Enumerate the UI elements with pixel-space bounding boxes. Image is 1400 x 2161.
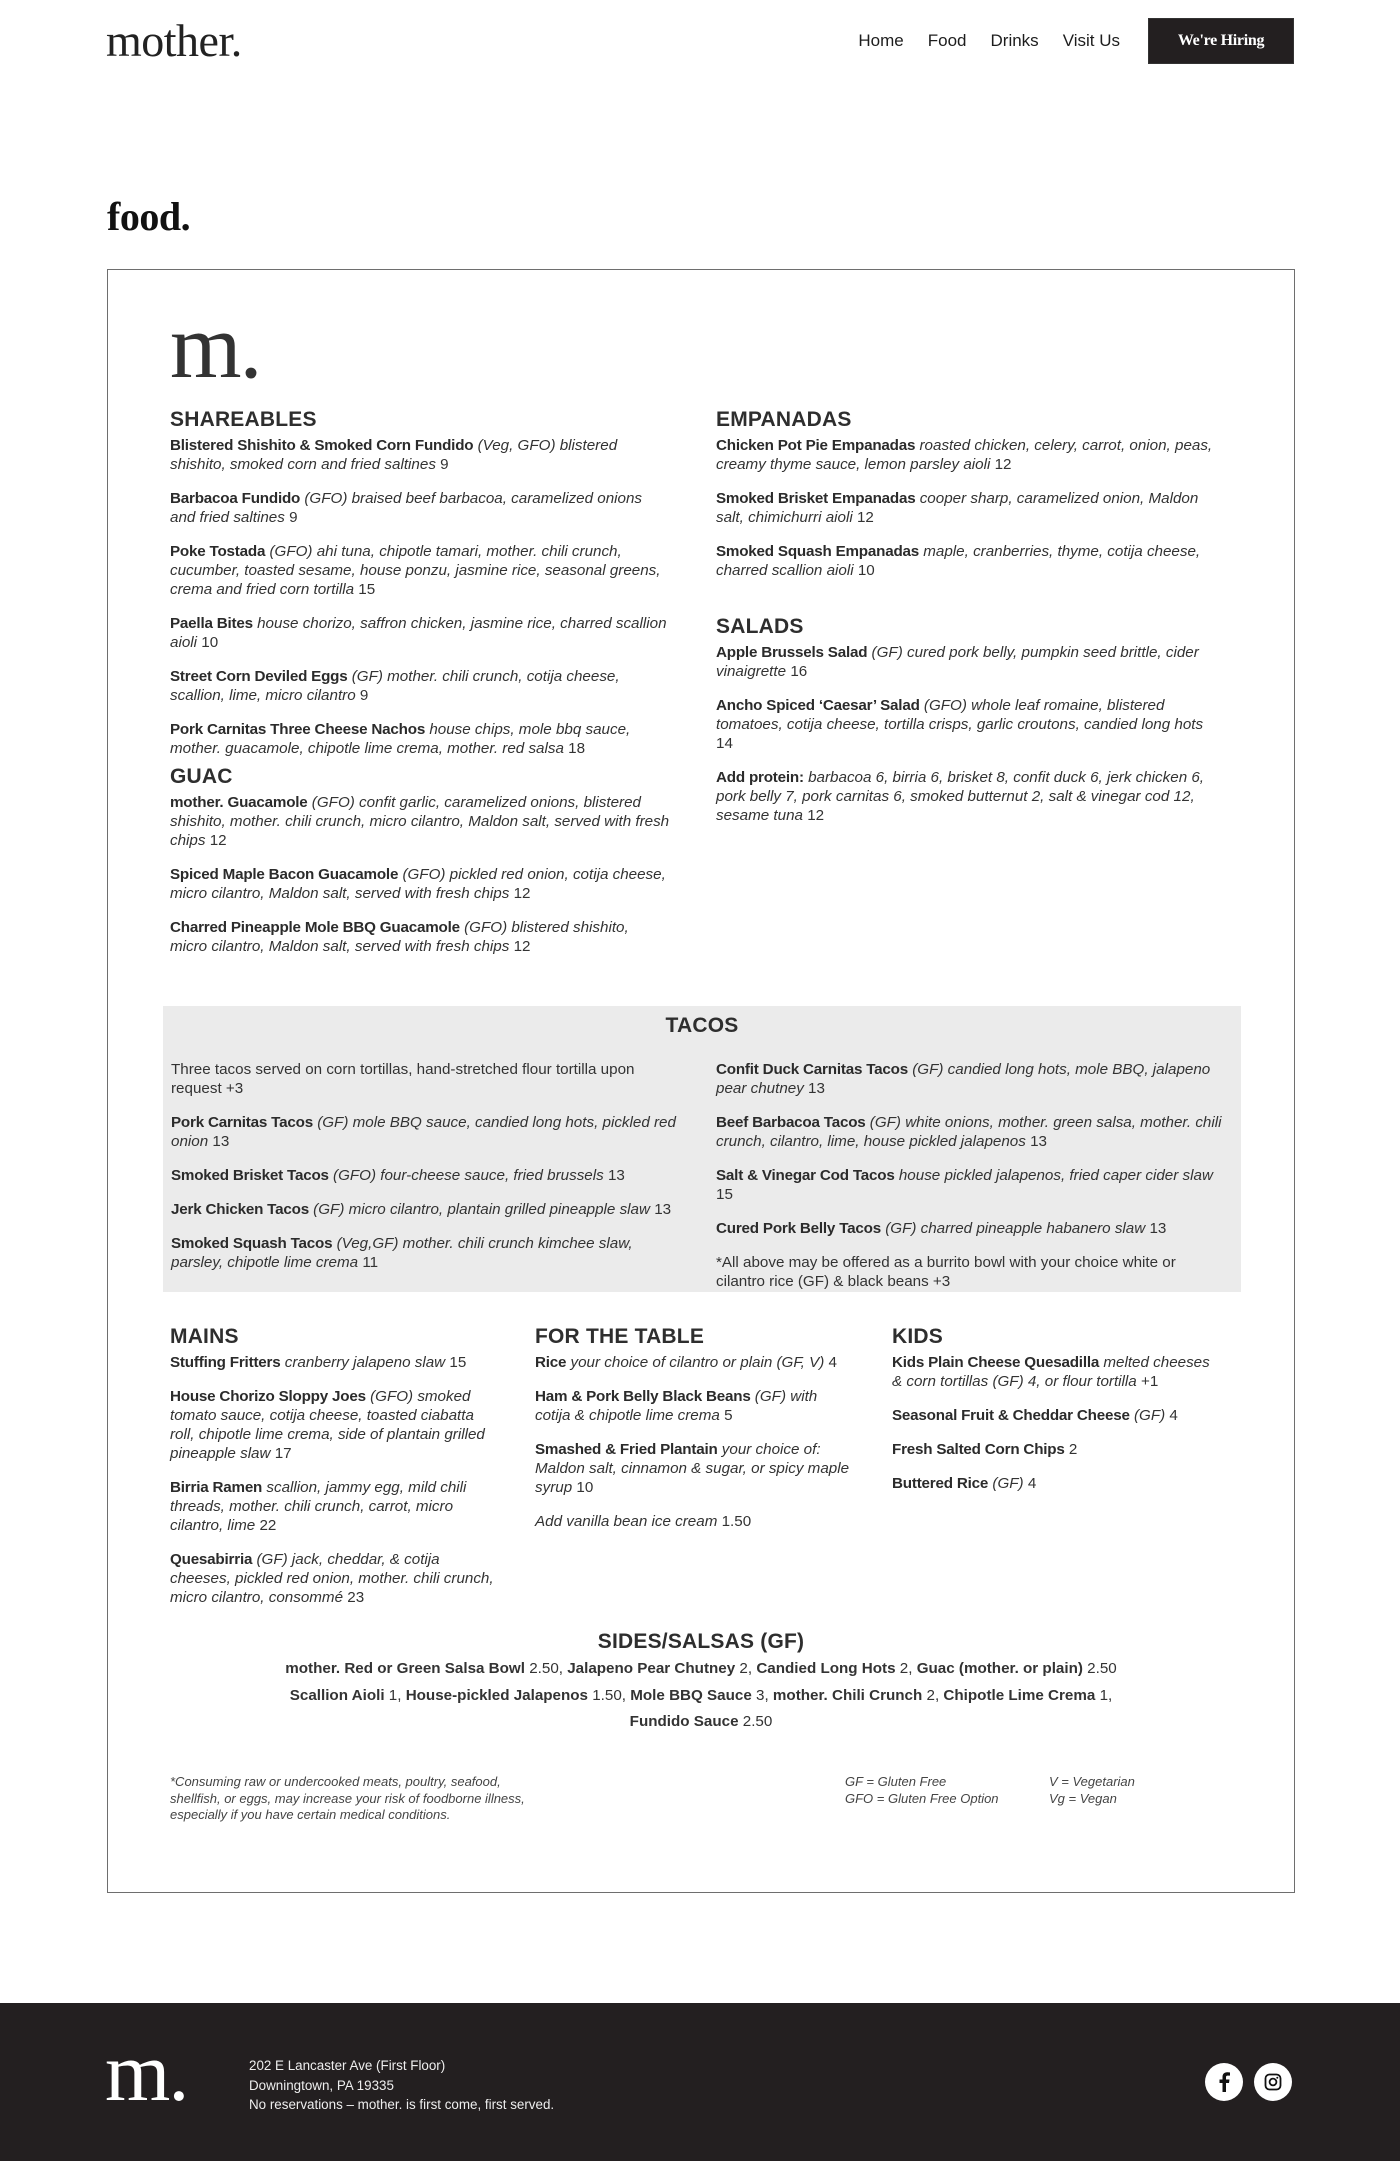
menu-item — [170, 865, 670, 903]
item-description: cooper sharp, caramelized onion, Maldon salt, chimichurri aioli — [716, 490, 1199, 526]
legend-gfo: GFO = Gluten Free Option — [845, 1790, 999, 1806]
item-description: (GF) mother. chili crunch, cotija cheese, scallion, lime, micro cilantro — [170, 668, 620, 704]
item-description: house chips, mole bbq sauce, mother. guacamole, chipotle lime crema, mother. red salsa — [170, 721, 631, 757]
menu-item — [171, 1234, 681, 1272]
item-price: 9 — [440, 456, 449, 473]
item-description: (GF) cured pork belly, pumpkin seed brittle, cider vinaigrette — [716, 644, 1199, 680]
menu-item — [170, 1478, 500, 1535]
side-name: House-pickled Jalapenos — [405, 1686, 588, 1704]
menu-item — [170, 1387, 500, 1463]
menu-item — [892, 1474, 1212, 1493]
menu-item — [535, 1353, 855, 1372]
side-price: 1.50 — [592, 1686, 622, 1704]
item-description: (GF) — [1133, 1407, 1166, 1424]
menu-item — [170, 918, 670, 956]
item-name: Smoked Squash Tacos — [171, 1235, 333, 1252]
item-description: Add vanilla bean ice cream — [535, 1513, 718, 1530]
menu-item — [716, 1166, 1226, 1204]
item-name: Apple Brussels Salad — [716, 644, 868, 661]
item-price: 15 — [716, 1186, 733, 1203]
item-description: house chorizo, saffron chicken, jasmine rice, charred scallion aioli — [170, 615, 667, 651]
section-title: EMPANADAS — [716, 408, 852, 431]
item-name: Salt & Vinegar Cod Tacos — [716, 1167, 895, 1184]
item-name: Ancho Spiced ‘Caesar’ Salad — [716, 697, 920, 714]
item-description: barbacoa 6, birria 6, brisket 8, confit duck 6, jerk chicken 6, pork belly 7, pork carnitas 6, smoked butternut 2, salt & vinegar cod 12, sesame tuna — [716, 769, 1205, 824]
section-salads — [716, 615, 1216, 825]
item-name: Paella Bites — [170, 615, 253, 632]
food-safety-disclaimer: *Consuming raw or undercooked meats, poultry, seafood, shellfish, or eggs, may increase your risk of foodborne illness, especially if you have certain medical conditions. — [170, 1774, 525, 1822]
item-description: (GF) — [992, 1475, 1024, 1492]
item-price: 12 — [209, 832, 227, 849]
item-name: mother. Guacamole — [170, 794, 308, 811]
item-price: 12 — [807, 807, 825, 824]
section-title: TACOS — [665, 1014, 739, 1037]
item-name: Spiced Maple Bacon Guacamole — [170, 866, 399, 883]
item-name: Kids Plain Cheese Quesadilla — [892, 1354, 1100, 1371]
item-name: Fresh Salted Corn Chips — [892, 1441, 1065, 1458]
side-price: 2 — [739, 1660, 748, 1677]
legend-diet — [1049, 1774, 1135, 1807]
item-price: 22 — [259, 1517, 277, 1534]
item-name: Smoked Squash Empanadas — [716, 543, 920, 560]
section-title: SIDES/SALSAS (GF) — [597, 1630, 805, 1653]
item-description: (Veg, GFO) blistered shishito, smoked corn and fried saltines — [170, 437, 618, 473]
side-price: 2.50 — [742, 1713, 773, 1730]
tacos-right-column — [716, 1060, 1226, 1306]
item-description: (GFO) pickled red onion, cotija cheese, micro cilantro, Maldon salt, served with fresh chips — [170, 866, 666, 902]
tacos-right-items — [716, 1060, 1226, 1238]
address-line-1: 202 E Lancaster Ave (First Floor) — [249, 2058, 446, 2073]
item-description: cranberry jalapeno slaw — [284, 1354, 446, 1371]
side-price: 1 — [1099, 1686, 1109, 1704]
item-description: maple, cranberries, thyme, cotija cheese, charred scallion aioli — [716, 543, 1201, 579]
section-sides — [108, 1630, 1294, 1736]
item-price: 5 — [724, 1407, 733, 1424]
menu-item — [892, 1406, 1212, 1425]
section-mains — [170, 1325, 500, 1622]
facebook-icon — [1217, 2072, 1231, 2092]
item-name: Birria Ramen — [170, 1479, 263, 1496]
tacos-note: *All above may be offered as a burrito bowl with your choice white or cilantro rice (GF) & black beans +3 — [716, 1254, 1176, 1290]
item-name: Blistered Shishito & Smoked Corn Fundido — [170, 437, 474, 454]
nav-food[interactable]: Food — [927, 31, 967, 50]
item-description: roasted chicken, celery, carrot, onion, peas, creamy thyme sauce, lemon parsley aioli — [716, 437, 1213, 473]
facebook-link[interactable] — [1205, 2063, 1243, 2101]
menu-item — [171, 1200, 681, 1219]
menu-item — [892, 1353, 1212, 1391]
nav-home[interactable]: Home — [858, 31, 904, 50]
nav-visit-us[interactable]: Visit Us — [1062, 31, 1120, 50]
side-name: mother. Chili Crunch — [772, 1686, 923, 1704]
side-name: Fundido Sauce — [629, 1713, 739, 1730]
menu-item — [892, 1440, 1212, 1459]
item-description: (GFO) four-cheese sauce, fried brussels — [333, 1167, 604, 1184]
item-description: (GF) jack, cheddar, & cotija cheeses, pickled red onion, mother. chili crunch, micro cilantro, consommé — [170, 1551, 494, 1606]
item-description: (GF) charred pineapple habanero slaw — [885, 1220, 1146, 1237]
item-name: Beef Barbacoa Tacos — [716, 1114, 866, 1131]
site-header — [0, 0, 1400, 84]
side-name: Chipotle Lime Crema — [943, 1686, 1096, 1704]
item-price: 12 — [994, 456, 1012, 473]
menu-item — [716, 1113, 1226, 1151]
tacos-left-column — [171, 1060, 681, 1287]
item-description: scallion, jammy egg, mild chili threads, mother. chili crunch, carrot, micro cilantro, lime — [170, 1479, 467, 1534]
right-column — [716, 408, 1216, 840]
item-description: (GFO) confit garlic, caramelized onions, blistered shishito, mother. chili crunch, micro cilantro, Maldon salt, served with fresh chips — [170, 794, 670, 849]
menu-item — [535, 1440, 855, 1497]
item-description: (GF) micro cilantro, plantain grilled pineapple slaw — [313, 1201, 650, 1218]
item-description: house pickled jalapenos, fried caper cider slaw — [898, 1167, 1213, 1184]
item-price: 18 — [568, 740, 586, 757]
legend-gf: GF = Gluten Free — [845, 1774, 947, 1789]
menu-item — [170, 1353, 500, 1372]
item-price: 12 — [513, 938, 531, 955]
side-price: 1 — [388, 1686, 398, 1704]
item-price: 10 — [201, 634, 219, 651]
side-price: 2.50 — [1087, 1660, 1117, 1677]
were-hiring-button[interactable]: We're Hiring — [1148, 18, 1294, 64]
section-empanadas — [716, 408, 1216, 580]
menu-item — [170, 720, 670, 758]
item-description: (GFO) smoked tomato sauce, cotija cheese, toasted ciabatta roll, chipotle lime crema, side of plantain grilled pineapple slaw — [170, 1388, 485, 1462]
menu-item — [171, 1166, 681, 1185]
side-name: Scallion Aioli — [289, 1686, 385, 1704]
item-name: Smoked Brisket Tacos — [171, 1167, 329, 1184]
legend-gluten — [845, 1774, 999, 1807]
item-name: Pork Carnitas Three Cheese Nachos — [170, 721, 426, 738]
item-price: 17 — [274, 1445, 292, 1462]
menu-item — [170, 1550, 500, 1607]
side-name: Candied Long Hots — [756, 1660, 896, 1677]
site-footer — [0, 2003, 1400, 2161]
section-title: MAINS — [170, 1325, 239, 1348]
item-description: (GFO) braised beef barbacoa, caramelized onions and fried saltines — [170, 490, 643, 526]
side-price: 2 — [899, 1660, 909, 1677]
site-logo[interactable]: mother. — [106, 15, 242, 66]
item-price: 10 — [857, 562, 875, 579]
section-shareables — [170, 408, 670, 758]
nav-drinks[interactable]: Drinks — [990, 31, 1039, 50]
section-kids — [892, 1325, 1212, 1508]
item-price: 4 — [828, 1354, 837, 1371]
side-name: Jalapeno Pear Chutney — [567, 1660, 736, 1677]
tacos-intro: Three tacos served on corn tortillas, hand-stretched flour tortilla upon request +3 — [171, 1061, 635, 1097]
item-name: Cured Pork Belly Tacos — [716, 1220, 881, 1237]
item-description: (GF) candied long hots, mole BBQ, jalapeno pear chutney — [716, 1061, 1211, 1097]
section-title: SHAREABLES — [170, 408, 317, 431]
section-tacos — [163, 1006, 1241, 1292]
side-name: Guac (mother. or plain) — [916, 1660, 1083, 1677]
item-price: 13 — [607, 1167, 625, 1184]
item-description: (GFO) blistered shishito, micro cilantro, Maldon salt, served with fresh chips — [170, 919, 629, 955]
main-nav — [858, 18, 1294, 64]
item-name: Seasonal Fruit & Cheddar Cheese — [892, 1407, 1130, 1424]
item-price: 12 — [513, 885, 531, 902]
item-price: 15 — [449, 1354, 467, 1371]
menu-item — [170, 667, 670, 705]
item-description: (Veg,GF) mother. chili crunch kimchee slaw, parsley, chipotle lime crema — [171, 1235, 633, 1271]
footer-address — [249, 2056, 554, 2115]
menu-card — [107, 269, 1295, 1893]
item-name: Rice — [535, 1354, 567, 1371]
menu-item — [171, 1113, 681, 1151]
item-name: House Chorizo Sloppy Joes — [170, 1388, 366, 1405]
item-name: Smoked Brisket Empanadas — [716, 490, 916, 507]
address-line-2: Downingtown, PA 19335 — [249, 2077, 394, 2093]
side-name: mother. Red or Green Salsa Bowl — [285, 1660, 525, 1677]
item-price: 13 — [1149, 1220, 1167, 1237]
item-name: Charred Pineapple Mole BBQ Guacamole — [170, 919, 460, 936]
item-price: 12 — [856, 509, 874, 526]
item-price: 10 — [576, 1479, 594, 1496]
item-description: melted cheeses & corn tortillas (GF) 4, or flour tortilla — [892, 1354, 1210, 1390]
item-price: 13 — [654, 1201, 672, 1218]
section-title: GUAC — [170, 765, 233, 788]
item-price: 13 — [212, 1133, 230, 1150]
item-price: 15 — [358, 581, 376, 598]
menu-item — [170, 793, 670, 850]
menu-item — [170, 542, 670, 599]
menu-item — [716, 768, 1216, 825]
sides-line: mother. Red or Green Salsa Bowl 2.50, Jalapeno Pear Chutney 2, Candied Long Hots 2, Guac (mother. or plain) 2.50 — [285, 1660, 1117, 1677]
item-name: Add protein: — [716, 769, 804, 786]
item-name: Pork Carnitas Tacos — [171, 1114, 313, 1131]
menu-item — [716, 643, 1216, 681]
item-price: 4 — [1027, 1475, 1037, 1492]
tacos-left-items — [171, 1113, 681, 1272]
item-price: 13 — [1030, 1133, 1047, 1150]
item-price: 23 — [347, 1589, 365, 1606]
item-description: (GFO) whole leaf romaine, blistered tomatoes, cotija cheese, tortilla crisps, garlic croutons, candied long hots — [716, 697, 1204, 733]
item-description: (GF) white onions, mother. green salsa, mother. chili crunch, cilantro, lime, house pickled jalapenos — [716, 1114, 1222, 1150]
item-name: Stuffing Fritters — [170, 1354, 281, 1371]
item-description: (GF) with cotija & chipotle lime crema — [535, 1388, 818, 1424]
footer-logo-mark: m. — [105, 2026, 188, 2119]
item-name: Jerk Chicken Tacos — [171, 1201, 309, 1218]
menu-item — [716, 696, 1216, 753]
item-price: 16 — [790, 663, 808, 680]
item-name: Confit Duck Carnitas Tacos — [716, 1061, 908, 1078]
item-name: Quesabirria — [170, 1551, 253, 1568]
section-title: FOR THE TABLE — [535, 1325, 705, 1348]
reservations-note: No reservations – mother. is first come, first served. — [249, 2097, 555, 2112]
side-name: Mole BBQ Sauce — [630, 1686, 752, 1704]
item-price: 4 — [1169, 1407, 1178, 1424]
menu-item — [535, 1387, 855, 1425]
item-description: (GF) mole BBQ sauce, candied long hots, pickled red onion — [171, 1114, 676, 1150]
menu-logo-mark: m. — [170, 295, 261, 397]
item-price: 9 — [289, 509, 298, 526]
legend-v: V = Vegetarian — [1049, 1774, 1135, 1789]
menu-item — [716, 1060, 1226, 1098]
item-name: Poke Tostada — [170, 543, 266, 560]
item-description: (GFO) ahi tuna, chipotle tamari, mother. chili crunch, cucumber, toasted sesame, house ponzu, jasmine rice, seasonal greens, crema and fried corn tortilla — [170, 543, 661, 598]
item-name: Street Corn Deviled Eggs — [170, 668, 348, 685]
menu-item — [170, 489, 670, 527]
menu-item — [716, 542, 1216, 580]
side-price: 2 — [926, 1686, 935, 1704]
menu-item — [716, 1219, 1226, 1238]
left-column — [170, 408, 670, 971]
item-price: 2 — [1068, 1441, 1078, 1458]
menu-item — [170, 614, 670, 652]
item-price: 11 — [362, 1254, 379, 1271]
legend-vg: Vg = Vegan — [1049, 1790, 1117, 1806]
item-price: 9 — [359, 687, 369, 704]
item-price: 1.50 — [721, 1513, 752, 1530]
section-guac — [170, 765, 670, 956]
menu-item — [716, 489, 1216, 527]
item-price: +1 — [1141, 1373, 1159, 1390]
instagram-link[interactable] — [1254, 2063, 1292, 2101]
item-price: 14 — [716, 735, 733, 752]
sides-line — [108, 1709, 1294, 1736]
section-for-the-table — [535, 1325, 855, 1546]
item-name: Smashed & Fried Plantain — [535, 1441, 718, 1458]
menu-item — [535, 1512, 855, 1531]
item-name: Buttered Rice — [892, 1475, 989, 1492]
page-title: food. — [107, 194, 191, 239]
item-description: your choice of: Maldon salt, cinnamon & sugar, or spicy maple syrup — [535, 1441, 850, 1496]
item-name: Ham & Pork Belly Black Beans — [535, 1388, 751, 1405]
item-description: your choice of cilantro or plain (GF, V) — [570, 1354, 825, 1371]
side-price: 2.50 — [529, 1660, 559, 1677]
section-title: KIDS — [892, 1325, 943, 1348]
instagram-icon — [1264, 2073, 1282, 2091]
menu-item — [170, 436, 670, 474]
item-price: 13 — [808, 1080, 825, 1097]
sides-line: Scallion Aioli 1, House-pickled Jalapenos 1.50, Mole BBQ Sauce 3, mother. Chili Crunch 2, Chipotle Lime Crema 1, — [289, 1686, 1113, 1704]
side-price: 3 — [756, 1686, 765, 1704]
item-name: Chicken Pot Pie Empanadas — [716, 437, 916, 454]
item-name: Barbacoa Fundido — [170, 490, 301, 507]
section-title: SALADS — [716, 615, 804, 638]
menu-item — [716, 436, 1216, 474]
